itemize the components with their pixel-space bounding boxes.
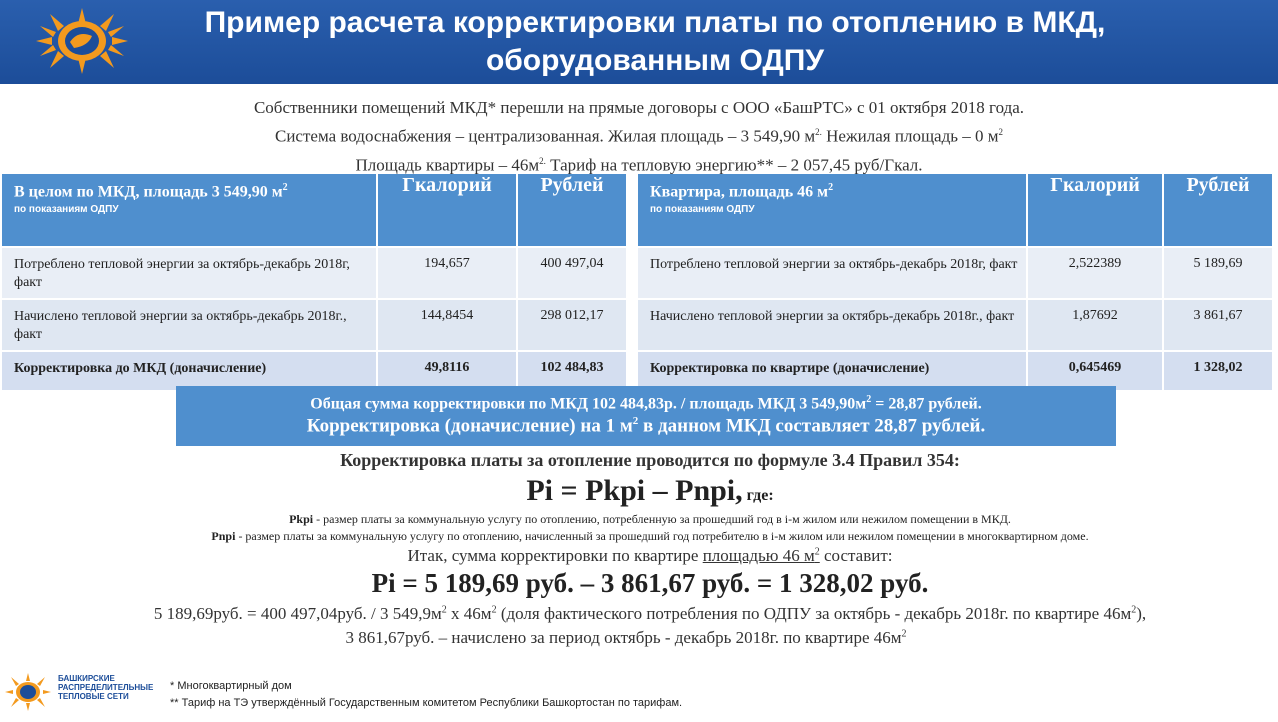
formula-result: Pi = 5 189,69 руб. – 3 861,67 руб. = 1 328,02 руб. [371, 568, 929, 598]
footnote-2: ** Тариф на ТЭ утверждённый Государственным комитетом Республики Башкортостан по тарифам. [170, 697, 683, 709]
table-row-total: Корректировка до МКД (доначисление) 49,8116 102 484,83 [2, 350, 626, 390]
table-row: Начислено тепловой энергии за октябрь-декабрь 2018г., факт 1,87692 3 861,67 [638, 298, 1272, 350]
summary-banner: Общая сумма корректировки по МКД 102 484,83р. / площадь МКД 3 $549,90м^2 = 28,87$ рублей. Корректировка (доначисление) на 1 $м^2$ в данном МКД составляет 28,87 рублей. [176, 386, 1116, 446]
definition-pnpi: Pnpi - размер платы за коммунальную услугу по отоплению, начисленный за прошедший год потребителю в i-м жилом или нежилом помещении в многоквартирном доме. [211, 529, 1089, 543]
page-title: Пример расчета корректировки платы по отоплению в МКД, оборудованным ОДПУ [204, 6, 1106, 77]
table-row: Потреблено тепловой энергии за октябрь-декабрь 2018г, факт 194,657 400 497,04 [2, 246, 626, 298]
calc-line-2: 3 861,67руб. – начислено за период октябрь - декабрь 2018г. по квартире $46м^2$ [345, 628, 907, 647]
flat-table [638, 174, 1272, 390]
footnote-1: * Многоквартирный дом [170, 680, 292, 692]
footer-logo-sun-icon [4, 672, 52, 712]
col-rub-header: Рублей [518, 174, 626, 246]
table-row-total: Корректировка по квартире (доначисление) 0,645469 1 328,02 [638, 350, 1272, 390]
company-logo-sun-icon [34, 6, 130, 76]
flat-table-header: Квартира, площадь 46 $м^2$ по показаниям ОДПУ [638, 174, 1028, 246]
title-bar [0, 0, 1278, 84]
footer-company-name: БАШКИРСКИЕ РАСПРЕДЕЛИТЕЛЬНЫЕ ТЕПЛОВЫЕ СЕТИ [58, 674, 154, 701]
col-rub-header: Рублей [1164, 174, 1272, 246]
mkd-table [2, 174, 626, 390]
formula-main: Pi = Pkpi – Pnpi, где: [526, 474, 774, 507]
calc-line-1: 5 189,69руб. = 400 497,04руб. / 3 $549,9м^2$ х $46м^2$ (доля фактического потребления по ОДПУ за октябрь - декабрь 2018г. по квартире $46м^2$), [153, 604, 1147, 623]
col-gcal-header: Гкалорий [1028, 174, 1164, 246]
definition-pkpi: Pkpi - размер платы за коммунальную услугу по отоплению, потребленную за прошедший год в i-м жилом или нежилом помещении в МКД. [289, 512, 1011, 526]
col-gcal-header: Гкалорий [378, 174, 518, 246]
summary-sentence: Итак, сумма корректировки по квартире площадью 46 $м^2$ составит: [407, 546, 893, 565]
mkd-table-header: В целом по МКД, площадь 3 549,90 $м^2$ по показаниям ОДПУ [2, 174, 378, 246]
table-row: Потреблено тепловой энергии за октябрь-декабрь 2018г, факт 2,522389 5 189,69 [638, 246, 1272, 298]
formula-title: Корректировка платы за отопление проводится по формуле 3.4 Правил 354: [340, 450, 960, 470]
table-row: Начислено тепловой энергии за октябрь-декабрь 2018г., факт 144,8454 298 012,17 [2, 298, 626, 350]
intro-text: Собственники помещений МКД* перешли на прямые договоры с ООО «БашРТС» с 01 октября 2018 года. Система водоснабжения – централизованная. Жилая площадь – 3 549,90 $м^{2.}$ Нежилая площадь – 0 $м^2$ Площадь квартиры – $46м^{2.}$ Тариф на тепловую энергию** – 2 057,45 руб/Гкал. [253, 98, 1025, 175]
